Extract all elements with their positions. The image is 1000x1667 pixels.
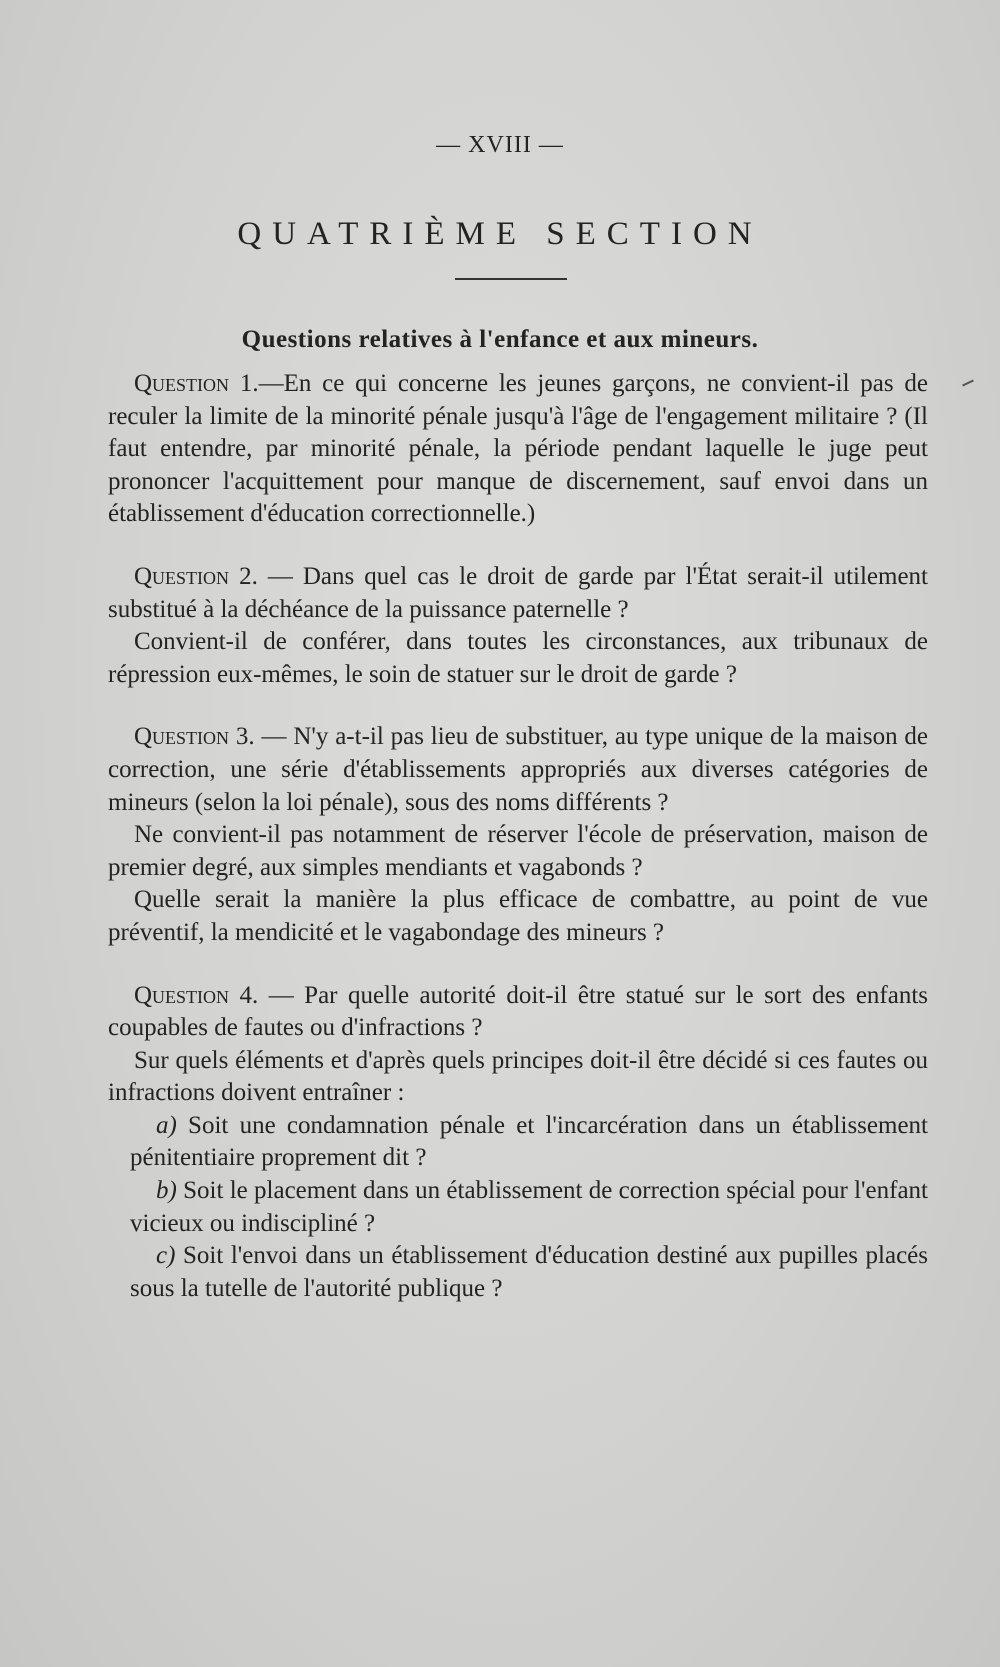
section-title: QUATRIÈME SECTION bbox=[237, 216, 763, 252]
question-4-paragraph bbox=[108, 980, 928, 1045]
title-rule bbox=[455, 278, 567, 280]
question-1-paragraph bbox=[108, 368, 928, 531]
question-text: — Par quelle autorité doit-il être statué sur le sort des enfants coupables de fautes ou d'infractions ? bbox=[108, 981, 929, 1042]
question-label: Question bbox=[134, 370, 230, 397]
question-3-paragraph-3: Quelle serait la manière la plus efficace de combattre, au point de vue préventif, la mendicité et le vagabondage des mineurs ? bbox=[108, 886, 928, 946]
list-item-letter: c) bbox=[156, 1242, 176, 1270]
document-body bbox=[108, 368, 928, 1305]
question-label: Question bbox=[134, 981, 230, 1009]
list-item-text: Soit l'envoi dans un établissement d'éducation destiné aux pupilles placés sous la tutelle de l'autorité publique ? bbox=[130, 1242, 928, 1302]
list-item bbox=[108, 1240, 928, 1305]
list-item-letter: b) bbox=[156, 1177, 177, 1205]
question-2-paragraph bbox=[108, 561, 928, 626]
question-number: 2. bbox=[239, 562, 258, 590]
question-3-paragraph bbox=[108, 721, 928, 819]
question-text: — Dans quel cas le droit de garde par l'État serait-il utilement substitué à la déchéance de la puissance paternelle ? bbox=[108, 562, 929, 623]
list-item bbox=[108, 1175, 928, 1240]
question-3-paragraph-2: Ne convient-il pas notamment de réserver l'école de préservation, maison de premier degré, aux simples mendiants et vagabonds ? bbox=[108, 821, 928, 881]
question-number: 3. bbox=[235, 723, 255, 751]
margin-mark bbox=[962, 380, 974, 387]
list-item-text: Soit une condamnation pénale et l'incarcération dans un établissement pénitentiaire proprement dit ? bbox=[130, 1111, 928, 1172]
question-number: 1. bbox=[239, 370, 259, 397]
list-item-text: Soit le placement dans un établissement de correction spécial pour l'enfant vicieux ou indiscipliné ? bbox=[130, 1177, 928, 1237]
section-subtitle: Questions relatives à l'enfance et aux mineurs. bbox=[241, 326, 759, 353]
question-number: 4. bbox=[239, 981, 259, 1009]
page-number: — XVIII — bbox=[436, 132, 564, 158]
question-label: Question bbox=[134, 723, 230, 751]
list-item bbox=[108, 1110, 928, 1175]
question-text: —En ce qui concerne les jeunes garçons, ne convient-il pas de reculer la limite de la minorité pénale jusqu'à l'âge de l'engagement militaire ? (Il faut entendre, par minorité pénale, la période pendant laquelle le juge peut prononcer l'acquittement pour manque de discernement, sauf envoi dans un établissement d'éducation correctionnelle.) bbox=[108, 370, 929, 528]
list-item-letter: a) bbox=[156, 1111, 177, 1139]
question-label: Question bbox=[134, 562, 230, 590]
question-4-paragraph-2: Sur quels éléments et d'après quels principes doit-il être décidé si ces fautes ou infractions doivent entraîner : bbox=[108, 1046, 928, 1107]
question-text: — N'y a-t-il pas lieu de substituer, au type unique de la maison de correction, une série d'établissements appropriés aux diverses catégories de mineurs (selon la loi pénale), sous des noms différents ? bbox=[108, 723, 928, 816]
question-2-paragraph-2: Convient-il de conférer, dans toutes les circonstances, aux tribunaux de répression eux-mêmes, le soin de statuer sur le droit de garde ? bbox=[108, 628, 928, 688]
